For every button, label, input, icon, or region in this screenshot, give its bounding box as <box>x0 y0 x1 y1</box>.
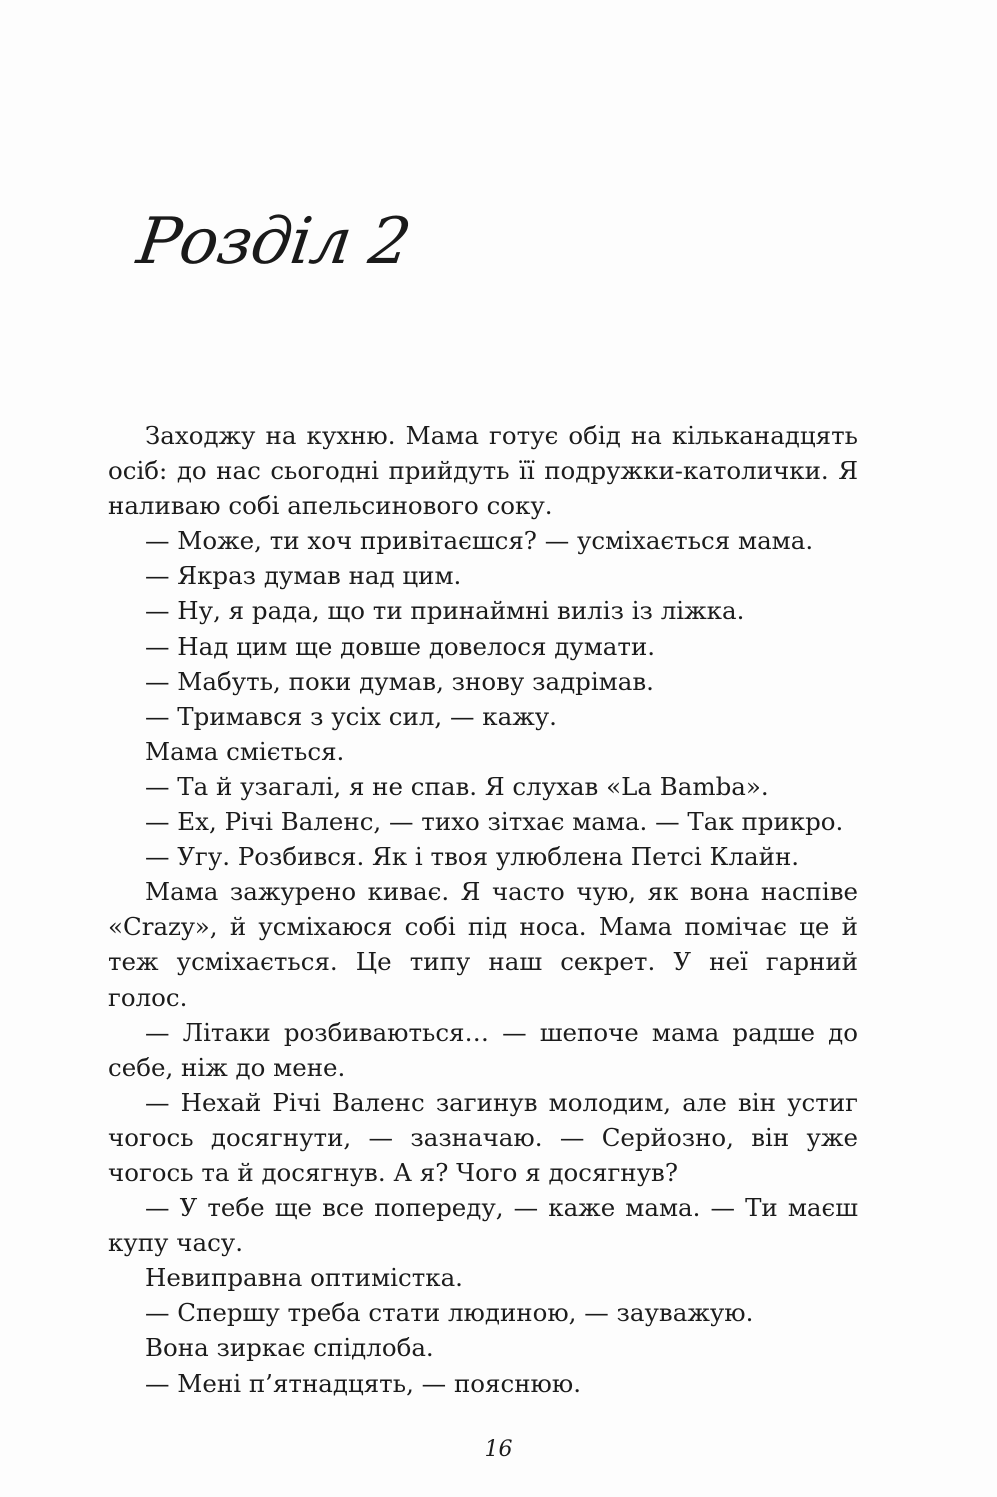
chapter-body <box>108 418 858 1401</box>
paragraph: — Та й узагалі, я не спав. Я слухав «La Bamba». <box>145 771 769 801</box>
paragraph: — Спершу треба стати людиною, — зауважую. <box>145 1298 754 1328</box>
paragraph: Заходжу на кухню. Мама готує обід на кільканадцять осіб: до нас сьогодні прийдуть її подружки-католички. Я наливаю собі апельсинового соку. <box>108 421 858 521</box>
paragraph: — Ех, Річі Валенс, — тихо зітхає мама. — Так прикро. <box>145 807 844 837</box>
paragraph: — Тримався з усіх сил, — кажу. <box>145 701 557 731</box>
paragraph: — Може, ти хоч привітаєшся? — усміхається мама. <box>145 526 814 556</box>
paragraph: — Нехай Річі Валенс загинув молодим, але він устиг чогось досягнути, — зазначаю. — Серйозно, він уже чогось та й досягнув. А я? Чого я досягнув? <box>108 1087 858 1187</box>
page-number: 16 <box>484 1437 513 1462</box>
paragraph: — Угу. Розбився. Як і твоя улюблена Петсі Клайн. <box>145 842 800 872</box>
chapter-title: Розділ 2 <box>132 205 415 279</box>
paragraph: — Над цим ще довше довелося думати. <box>145 631 656 661</box>
paragraph: — Якраз думав над цим. <box>145 561 462 591</box>
paragraph: Мама зажурено киває. Я часто чую, як вона наспіве «Crazy», й усміхаюся собі під носа. Мама помічає це й теж усміхається. Це типу наш секрет. У неї гарний голос. <box>108 877 858 1012</box>
paragraph: — У тебе ще все попереду, — каже мама. — Ти маєш купу часу. <box>108 1193 858 1258</box>
paragraph: Невиправна оптимістка. <box>145 1263 463 1293</box>
paragraph: Мама сміється. <box>145 736 345 766</box>
paragraph: — Мені п’ятнадцять, — пояснюю. <box>145 1368 581 1398</box>
paragraph: — Літаки розбиваються… — шепоче мама радше до себе, ніж до мене. <box>108 1017 858 1082</box>
paragraph: Вона зиркає спідлоба. <box>145 1333 434 1363</box>
paragraph: — Мабуть, поки думав, знову задрімав. <box>145 666 654 696</box>
paragraph: — Ну, я рада, що ти принаймні виліз із ліжка. <box>145 596 745 626</box>
